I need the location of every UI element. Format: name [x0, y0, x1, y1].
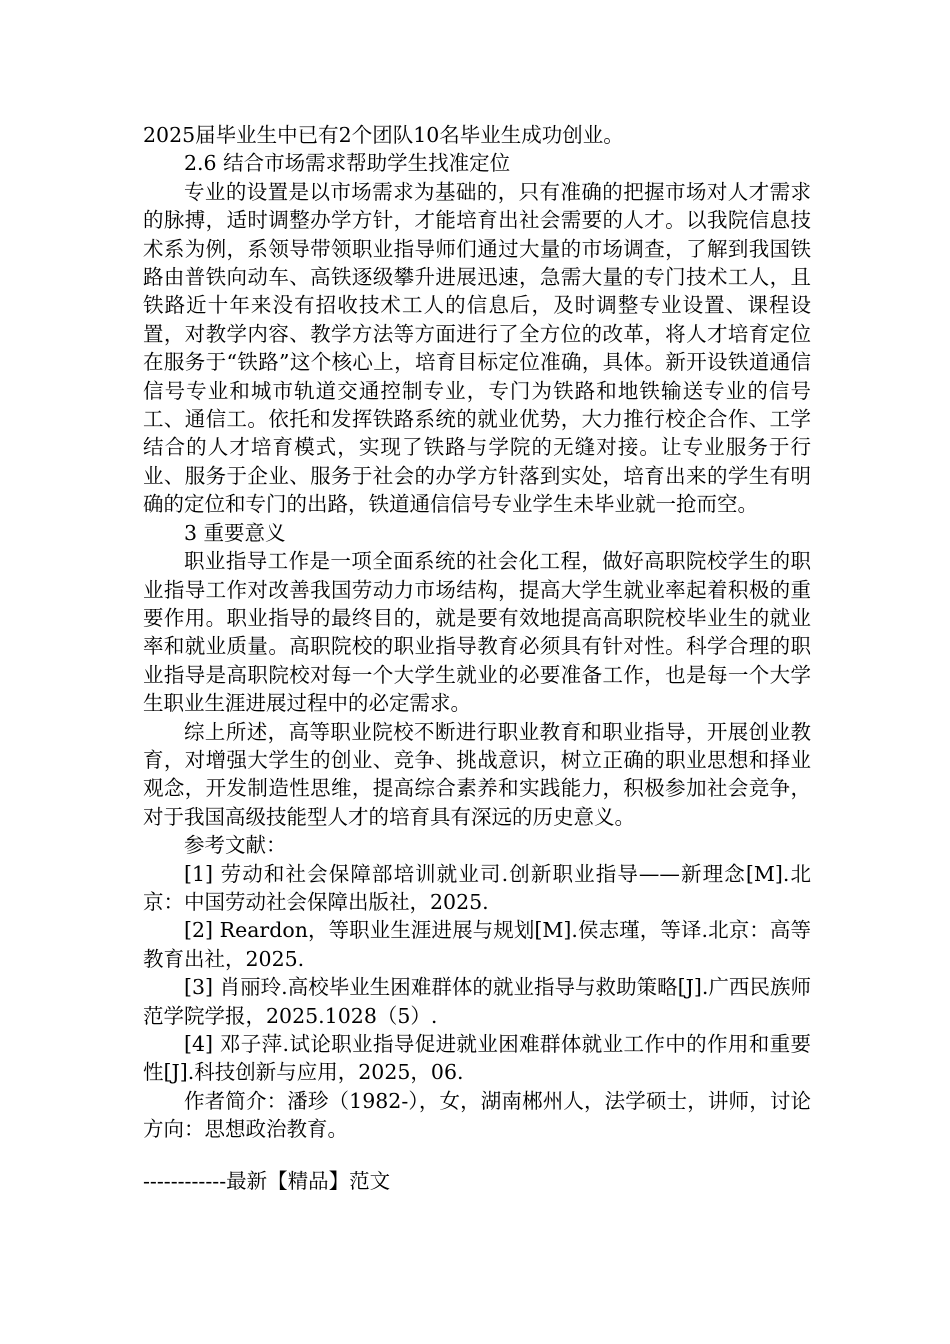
paragraph-graduates: 2025届毕业生中已有2个团队10名毕业生成功创业。	[143, 123, 624, 147]
section-heading-3: 3 重要意义	[184, 520, 286, 545]
footer-banner: ------------最新【精品】范文	[143, 1169, 391, 1193]
section-heading-2-6: 2.6 结合市场需求帮助学生找准定位	[184, 151, 511, 176]
reference-3: [3] 肖丽玲.高校毕业生困难群体的就业指导与救助策略[J].广西民族师范学院学报，2025.1028（5）.	[143, 975, 811, 1028]
paragraph-conclusion: 综上所述，高等职业院校不断进行职业教育和职业指导，开展创业教育，对增强大学生的创业、竞争、挑战意识，树立正确的职业思想和择业观念，开发制造性思维，提高综合素养和实践能力，积极参加社会竞争，对于我国高级技能型人才的培育具有深远的历史意义。	[143, 719, 811, 829]
document-body	[143, 121, 811, 1144]
paragraph-significance: 职业指导工作是一项全面系统的社会化工程，做好高职院校学生的职业指导工作对改善我国劳动力市场结构，提高大学生就业率起着积极的重要作用。职业指导的最终目的，就是要有效地提高高职院校毕业生的就业率和就业质量。高职院校的职业指导教育必须具有针对性。科学合理的职业指导是高职院校对每一个大学生就业的必要准备工作，也是每一个大学生职业生涯进展过程中的必定需求。	[143, 549, 811, 716]
reference-1: [1] 劳动和社会保障部培训就业司.创新职业指导——新理念[M].北京：中国劳动社会保障出版社，2025.	[143, 861, 811, 914]
paragraph-market-demand: 专业的设置是以市场需求为基础的，只有准确的把握市场对人才需求的脉搏，适时调整办学方针，才能培育出社会需要的人才。以我院信息技术系为例，系领导带领职业指导师们通过大量的市场调查，了解到我国铁路由普铁向动车、高铁逐级攀升进展迅速，急需大量的专门技术工人，且铁路近十年来没有招收技术工人的信息后，及时调整专业设置、课程设置，对教学内容、教学方法等方面进行了全方位的改革，将人才培育定位在服务于“铁路”这个核心上，培育目标定位准确，具体。新开设铁道通信信号专业和城市轨道交通控制专业，专门为铁路和地铁输送专业的信号工、通信工。依托和发挥铁路系统的就业优势，大力推行校企合作、工学结合的人才培育模式，实现了铁路与学院的无缝对接。让专业服务于行业、服务于企业、服务于社会的办学方针落到实处，培育出来的学生有明确的定位和专门的出路，铁道通信信号专业学生未毕业就一抢而空。	[143, 179, 811, 517]
reference-4: [4] 邓子萍.试论职业指导促进就业困难群体就业工作中的作用和重要性[J].科技创新与应用，2025，06.	[143, 1032, 811, 1085]
author-bio: 作者简介：潘珍（1982-），女，湖南郴州人，法学硕士，讲师，讨论方向：思想政治教育。	[143, 1088, 811, 1142]
references-heading: 参考文献：	[184, 833, 287, 858]
reference-2: [2] Reardon，等职业生涯进展与规划[M].侯志瑾，等译.北京：高等教育出社，2025.	[143, 918, 811, 971]
